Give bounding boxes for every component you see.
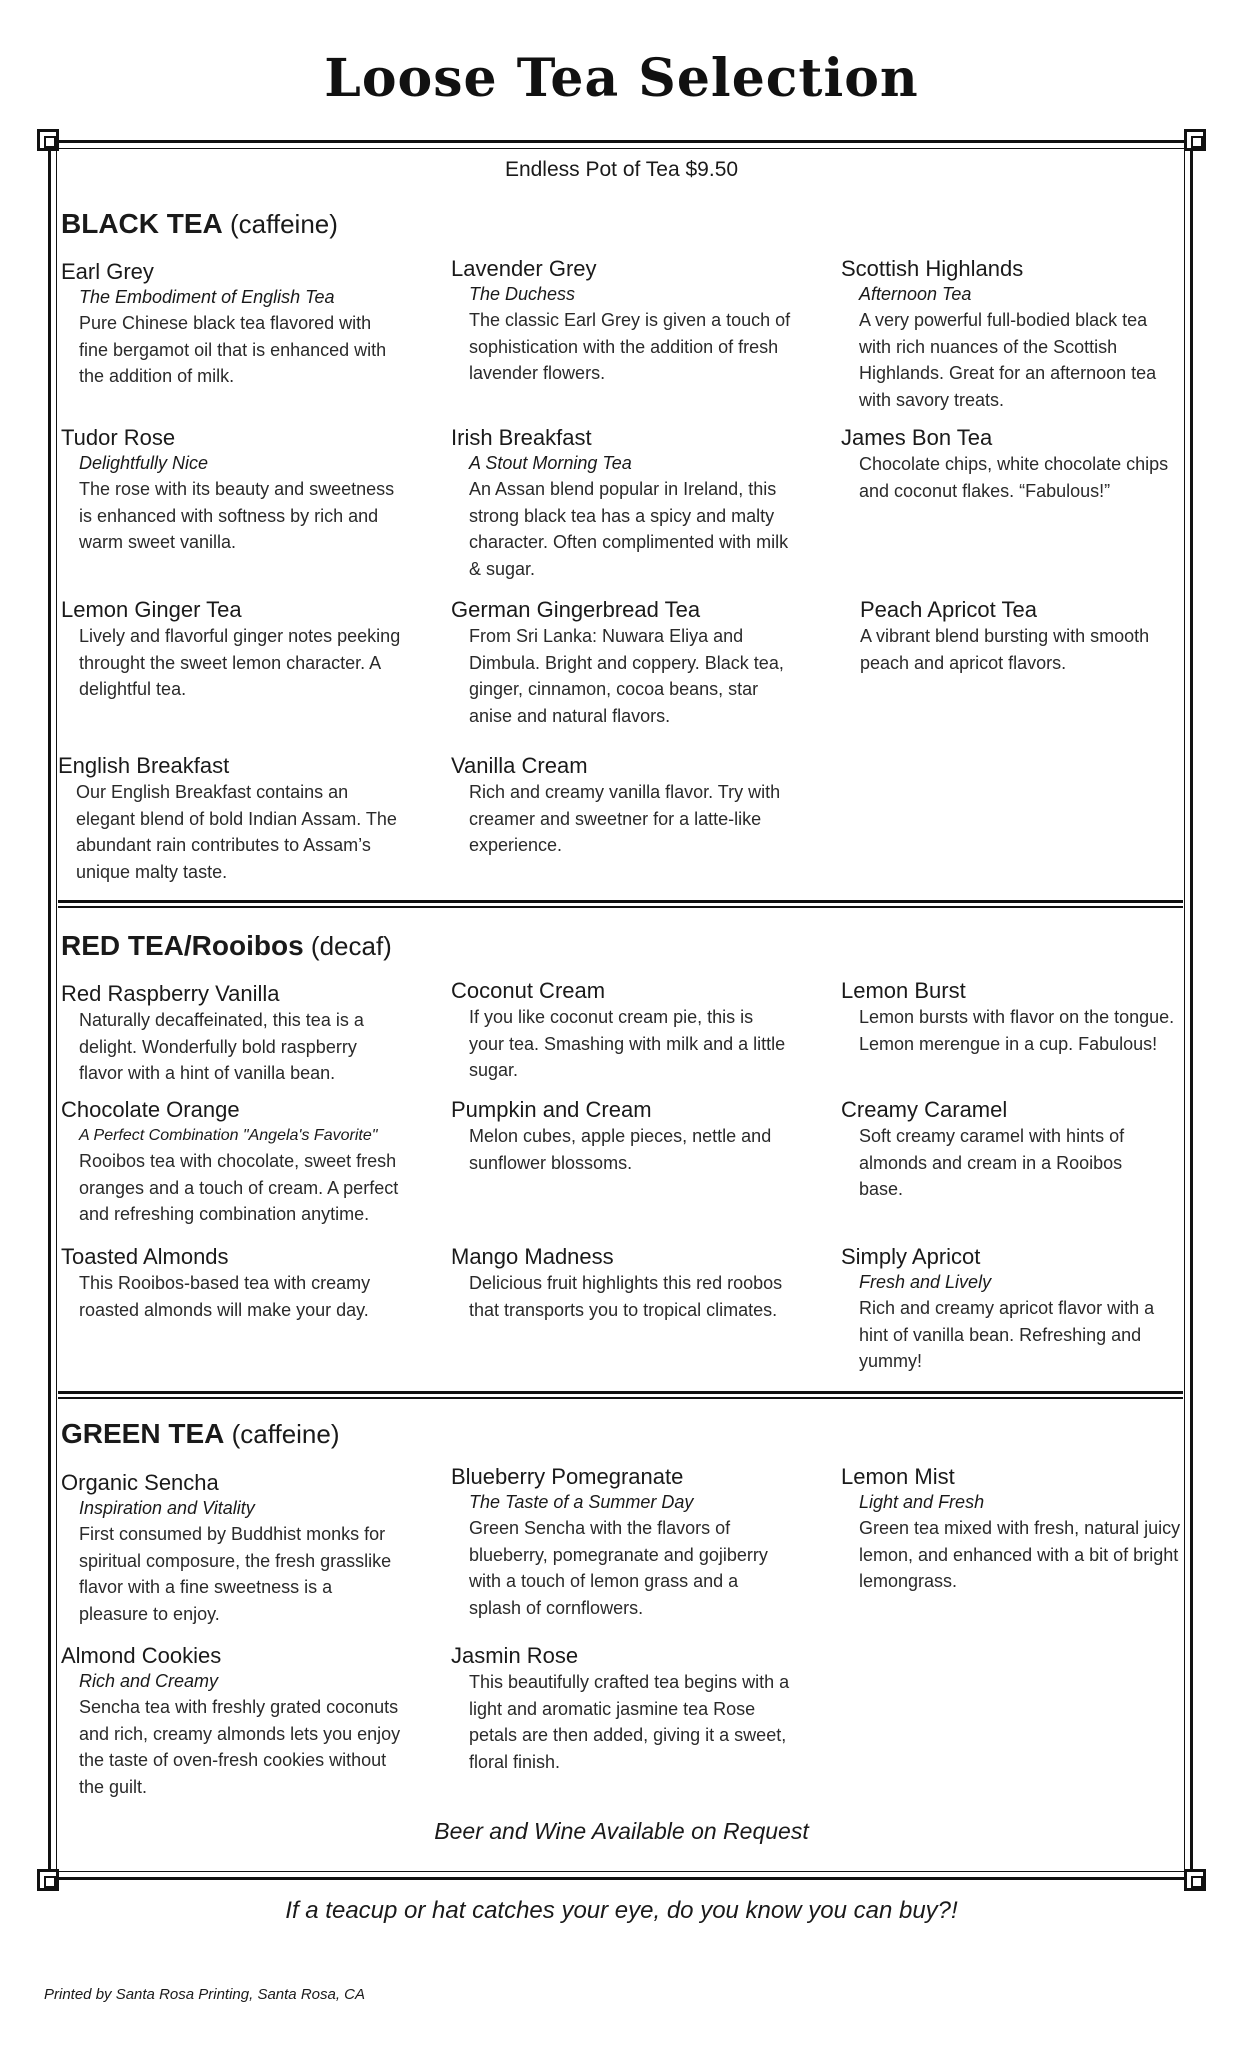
tea-item: [61, 596, 401, 703]
tea-subtitle: Afternoon Tea: [859, 284, 972, 304]
tea-item: [61, 258, 401, 390]
printer-credit: Printed by Santa Rosa Printing, Santa Rosa, CA: [44, 1986, 366, 2003]
tea-item: [860, 596, 1200, 676]
tea-name: Earl Grey: [61, 259, 154, 284]
tea-description: A very powerful full-bodied black tea with rich nuances of the Scottish Highlands. Great for an afternoon tea with savory treats.: [859, 310, 1157, 410]
tea-description: Green Sencha with the flavors of blueberry, pomegranate and gojiberry with a touch of lemon grass and a splash of cornflowers.: [469, 1518, 768, 1618]
tea-name: Lemon Burst: [841, 978, 966, 1003]
tea-name: Lemon Ginger Tea: [61, 597, 242, 622]
tea-item: [61, 1096, 421, 1228]
tea-description: The rose with its beauty and sweetness is enhanced with softness by rich and warm sweet vanilla.: [79, 479, 395, 552]
tea-name: Tudor Rose: [61, 425, 176, 450]
tea-name: Jasmin Rose: [451, 1643, 579, 1668]
beer-wine-note: Beer and Wine Available on Request: [434, 1818, 809, 1844]
tea-name: Simply Apricot: [841, 1244, 981, 1269]
tea-item: [451, 1096, 791, 1176]
tea-item: [451, 1642, 791, 1775]
tea-name: German Gingerbread Tea: [451, 597, 701, 622]
tea-description: Naturally decaffeinated, this tea is a delight. Wonderfully bold raspberry flavor with a hint of vanilla bean.: [79, 1010, 364, 1083]
tea-description: Green tea mixed with fresh, natural juicy lemon, and enhanced with a bit of bright lemongrass.: [859, 1518, 1181, 1591]
tea-name: Vanilla Cream: [451, 753, 588, 778]
section-title-red-tea: [61, 930, 392, 962]
tea-name: Chocolate Orange: [61, 1097, 240, 1122]
tea-name: Almond Cookies: [61, 1643, 222, 1668]
tea-subtitle: Light and Fresh: [859, 1492, 985, 1512]
section-divider: [58, 900, 1183, 908]
frame-corner-ornament: [1184, 129, 1206, 151]
tea-name: Peach Apricot Tea: [860, 597, 1037, 622]
tea-description: Delicious fruit highlights this red roobos that transports you to tropical climates.: [469, 1273, 783, 1320]
tea-item: [451, 596, 791, 729]
frame-corner-ornament: [1184, 1869, 1206, 1891]
tea-description: Lemon bursts with flavor on the tongue. Lemon merengue in a cup. Fabulous!: [859, 1007, 1175, 1054]
tea-item: [841, 424, 1181, 504]
tea-item: [841, 1243, 1181, 1375]
tea-item: [451, 424, 791, 582]
section-note: (caffeine): [230, 209, 338, 239]
tea-description: Lively and flavorful ginger notes peeking throught the sweet lemon character. A delightful tea.: [79, 626, 401, 699]
endless-pot-price: Endless Pot of Tea $9.50: [504, 158, 739, 181]
tea-name: Lemon Mist: [841, 1464, 955, 1489]
teacup-note: If a teacup or hat catches your eye, do you know you can buy?!: [285, 1897, 958, 1924]
tea-description: An Assan blend popular in Ireland, this strong black tea has a spicy and malty character. Often complimented with milk & sugar.: [469, 479, 789, 579]
tea-name: Creamy Caramel: [841, 1097, 1008, 1122]
tea-item: [841, 1096, 1141, 1203]
tea-description: The classic Earl Grey is given a touch of sophistication with the addition of fresh lavender flowers.: [469, 310, 791, 383]
tea-subtitle: Fresh and Lively: [859, 1272, 992, 1292]
tea-description: Our English Breakfast contains an elegant blend of bold Indian Assam. The abundant rain contributes to Assam’s unique malty taste.: [76, 782, 397, 882]
tea-item: [61, 980, 401, 1087]
tea-description: Rich and creamy vanilla flavor. Try with creamer and sweetner for a latte-like experience.: [469, 782, 781, 855]
tea-description: Soft creamy caramel with hints of almonds and cream in a Rooibos base.: [859, 1126, 1125, 1199]
tea-item: [841, 255, 1181, 413]
tea-subtitle: A Perfect Combination "Angela's Favorite": [79, 1127, 378, 1144]
tea-name: Toasted Almonds: [61, 1244, 229, 1269]
section-note: (decaf): [310, 931, 392, 961]
tea-name: Blueberry Pomegranate: [451, 1464, 684, 1489]
tea-description: This beautifully crafted tea begins with a light and aromatic jasmine tea Rose petals are then added, giving it a sweet, floral finish.: [469, 1672, 790, 1772]
frame-corner-ornament: [37, 1869, 59, 1891]
tea-description: Rooibos tea with chocolate, sweet fresh oranges and a touch of cream. A perfect and refreshing combination anytime.: [79, 1151, 399, 1224]
section-title-green-tea: [61, 1418, 340, 1450]
tea-name: Pumpkin and Cream: [451, 1097, 652, 1122]
tea-item: [61, 1469, 401, 1627]
tea-name: Red Raspberry Vanilla: [61, 981, 280, 1006]
tea-name: Coconut Cream: [451, 978, 606, 1003]
tea-description: Rich and creamy apricot flavor with a hint of vanilla bean. Refreshing and yummy!: [859, 1298, 1155, 1371]
tea-description: A vibrant blend bursting with smooth peach and apricot flavors.: [860, 626, 1150, 673]
tea-description: If you like coconut cream pie, this is your tea. Smashing with milk and a little sugar.: [469, 1007, 786, 1080]
tea-description: This Rooibos-based tea with creamy roasted almonds will make your day.: [79, 1273, 371, 1320]
tea-name: Organic Sencha: [61, 1470, 219, 1495]
tea-description: Sencha tea with freshly grated coconuts and rich, creamy almonds lets you enjoy the taste of oven-fresh cookies without the guilt.: [79, 1697, 401, 1797]
tea-description: Pure Chinese black tea flavored with fine bergamot oil that is enhanced with the addition of milk.: [79, 313, 387, 386]
tea-subtitle: Delightfully Nice: [79, 453, 209, 473]
frame-corner-ornament: [37, 129, 59, 151]
tea-item: [61, 1243, 401, 1323]
tea-name: James Bon Tea: [841, 425, 993, 450]
tea-item: [841, 1463, 1181, 1595]
section-name: GREEN TEA: [61, 1418, 225, 1449]
tea-description: First consumed by Buddhist monks for spiritual composure, the fresh grasslike flavor with a fine sweetness is a pleasure to enjoy.: [79, 1524, 392, 1624]
tea-subtitle: A Stout Morning Tea: [469, 453, 632, 473]
tea-item: [451, 255, 791, 387]
section-title-black-tea: [61, 208, 338, 240]
tea-name: Lavender Grey: [451, 256, 597, 281]
tea-subtitle: The Duchess: [469, 284, 576, 304]
tea-name: Irish Breakfast: [451, 425, 592, 450]
tea-item: [61, 1642, 401, 1800]
tea-item: [61, 424, 401, 556]
page-title: Loose Tea Selection: [324, 48, 919, 109]
tea-item: [451, 752, 791, 859]
tea-subtitle: The Taste of a Summer Day: [469, 1492, 694, 1512]
tea-subtitle: The Embodiment of English Tea: [79, 287, 335, 307]
tea-description: From Sri Lanka: Nuwara Eliya and Dimbula. Bright and coppery. Black tea, ginger, cinnamon, cocoa beans, star anise and natural flavors.: [469, 626, 784, 726]
section-name: RED TEA/Rooibos: [61, 930, 304, 961]
tea-description: Chocolate chips, white chocolate chips and coconut flakes. “Fabulous!”: [859, 454, 1169, 501]
tea-item: [451, 1243, 791, 1323]
tea-item: [451, 1463, 791, 1621]
tea-item: [841, 977, 1181, 1057]
tea-subtitle: Rich and Creamy: [79, 1671, 219, 1691]
section-note: (caffeine): [231, 1419, 340, 1449]
section-divider: [58, 1391, 1183, 1399]
tea-description: Melon cubes, apple pieces, nettle and sunflower blossoms.: [469, 1126, 772, 1173]
tea-item: [58, 752, 398, 885]
tea-name: Mango Madness: [451, 1244, 614, 1269]
tea-name: English Breakfast: [58, 753, 230, 778]
section-name: BLACK TEA: [61, 208, 223, 239]
tea-item: [451, 977, 791, 1084]
tea-name: Scottish Highlands: [841, 256, 1024, 281]
tea-subtitle: Inspiration and Vitality: [79, 1498, 255, 1518]
